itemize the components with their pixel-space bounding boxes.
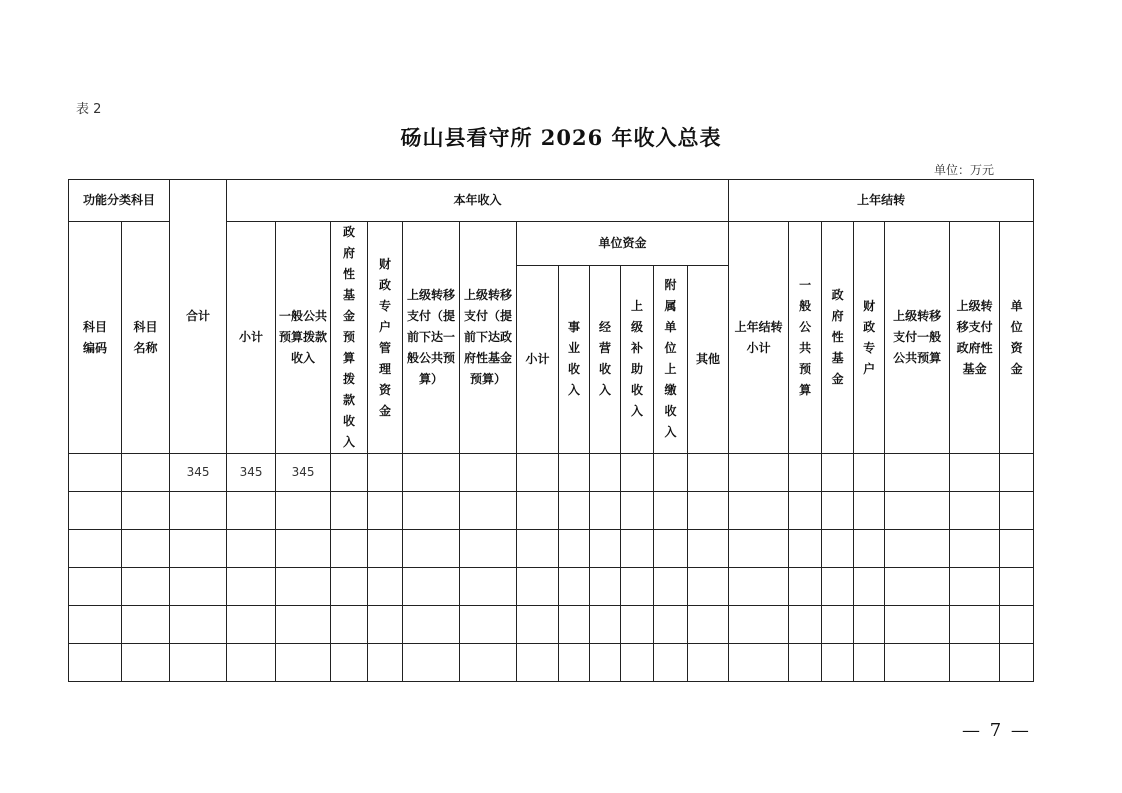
table-cell [227, 492, 276, 530]
header-transfer-general: 上级转移支付（提前下达一般公共预算） [403, 222, 460, 454]
table-cell [1000, 568, 1034, 606]
income-summary-table [68, 179, 1034, 682]
table-cell [854, 530, 885, 568]
table-cell [729, 454, 789, 492]
table-cell [276, 530, 331, 568]
table-cell [950, 568, 1000, 606]
header-carry-general: 一般公共预算 [789, 222, 822, 454]
table-cell [590, 568, 621, 606]
header-business-income: 事业收入 [559, 265, 590, 453]
table-cell [590, 606, 621, 644]
header-carry-fiscal: 财政专户 [854, 222, 885, 454]
table-cell [517, 454, 559, 492]
header-gov-fund: 政府性基金预算拨款收入 [331, 222, 368, 454]
header-subtotal: 小计 [227, 222, 276, 454]
table-cell [517, 568, 559, 606]
table-cell [590, 530, 621, 568]
table-cell [789, 454, 822, 492]
table-cell [621, 644, 654, 682]
page-number: — 7 — [962, 720, 1031, 741]
table-cell [822, 568, 854, 606]
table-cell [854, 644, 885, 682]
table-cell [122, 454, 170, 492]
table-cell [688, 568, 729, 606]
table-cell [950, 454, 1000, 492]
table-cell [729, 530, 789, 568]
table-cell [1000, 644, 1034, 682]
table-cell [227, 568, 276, 606]
table-cell [688, 530, 729, 568]
table-cell [789, 492, 822, 530]
table-cell [368, 606, 403, 644]
table-cell [729, 492, 789, 530]
table-cell [122, 644, 170, 682]
table-cell [1000, 454, 1034, 492]
header-subject-code: 科目编码 [69, 222, 122, 454]
table-cell [69, 606, 122, 644]
table-cell [331, 568, 368, 606]
table-cell [729, 606, 789, 644]
table-cell [276, 492, 331, 530]
table-cell [1000, 492, 1034, 530]
table-row [69, 530, 1034, 568]
header-total: 合计 [170, 180, 227, 454]
table-cell [789, 606, 822, 644]
header-fiscal-special: 财政专户管理资金 [368, 222, 403, 454]
table-cell [517, 606, 559, 644]
table-cell [789, 530, 822, 568]
table-cell [559, 454, 590, 492]
table-cell [688, 454, 729, 492]
table-cell [854, 606, 885, 644]
header-carry-transfer-general: 上级转移支付一般公共预算 [885, 222, 950, 454]
table-cell [789, 568, 822, 606]
table-cell [590, 492, 621, 530]
header-prev-year-carryover: 上年结转 [729, 180, 1034, 222]
table-cell [170, 568, 227, 606]
table-cell [654, 492, 688, 530]
table-cell [559, 492, 590, 530]
table-cell [950, 530, 1000, 568]
header-subsidy-income: 上级补助收入 [621, 265, 654, 453]
table-cell [368, 492, 403, 530]
table-cell [276, 606, 331, 644]
page-title: 砀山县看守所 2026 年收入总表 [400, 125, 722, 150]
table-cell [885, 454, 950, 492]
table-cell [885, 530, 950, 568]
table-cell: 345 [170, 454, 227, 492]
table-cell [854, 568, 885, 606]
table-cell [688, 606, 729, 644]
header-unit-subtotal: 小计 [517, 265, 559, 453]
table-cell [729, 644, 789, 682]
table-cell [460, 606, 517, 644]
table-cell [368, 454, 403, 492]
table-cell [460, 644, 517, 682]
table-cell [331, 530, 368, 568]
table-cell [170, 644, 227, 682]
table-cell [885, 492, 950, 530]
table-cell [331, 644, 368, 682]
table-cell [69, 492, 122, 530]
table-cell [729, 568, 789, 606]
table-cell [368, 530, 403, 568]
table-cell [122, 492, 170, 530]
table-cell [460, 568, 517, 606]
header-subject-name: 科目名称 [122, 222, 170, 454]
table-cell [559, 644, 590, 682]
table-cell [822, 606, 854, 644]
table-row [69, 454, 1034, 492]
table-cell [654, 530, 688, 568]
table-cell [276, 644, 331, 682]
table-cell [460, 530, 517, 568]
header-transfer-fund: 上级转移支付（提前下达政府性基金预算） [460, 222, 517, 454]
table-cell [822, 644, 854, 682]
table-cell [654, 606, 688, 644]
table-cell [517, 644, 559, 682]
table-cell [621, 568, 654, 606]
table-cell [276, 568, 331, 606]
table-cell [950, 492, 1000, 530]
unit-label: 单位：万元 [934, 163, 995, 177]
table-cell [122, 530, 170, 568]
table-body [69, 454, 1034, 682]
table-cell [854, 492, 885, 530]
table-cell [170, 606, 227, 644]
table-row [69, 492, 1034, 530]
table-cell [559, 568, 590, 606]
table-cell [885, 644, 950, 682]
table-cell [950, 644, 1000, 682]
table-cell [69, 530, 122, 568]
table-cell [822, 454, 854, 492]
table-cell [789, 644, 822, 682]
table-cell [654, 644, 688, 682]
header-carry-subtotal: 上年结转小计 [729, 222, 789, 454]
table-cell [460, 492, 517, 530]
table-cell [331, 606, 368, 644]
table-cell [122, 568, 170, 606]
header-carry-unit: 单位资金 [1000, 222, 1034, 454]
table-row [69, 644, 1034, 682]
table-cell [654, 568, 688, 606]
table-cell [460, 454, 517, 492]
table-cell [654, 454, 688, 492]
table-cell [1000, 606, 1034, 644]
table-cell [885, 568, 950, 606]
table-cell [559, 606, 590, 644]
table-cell [517, 492, 559, 530]
table-cell [69, 644, 122, 682]
table-cell [403, 644, 460, 682]
table-cell [517, 530, 559, 568]
table-cell [170, 530, 227, 568]
table-cell [621, 492, 654, 530]
table-cell [122, 606, 170, 644]
table-cell [69, 568, 122, 606]
table-row [69, 606, 1034, 644]
table-cell: 345 [227, 454, 276, 492]
table-cell [621, 606, 654, 644]
header-operating-income: 经营收入 [590, 265, 621, 453]
header-functional-category: 功能分类科目 [69, 180, 170, 222]
header-carry-gov-fund: 政府性基金 [822, 222, 854, 454]
table-cell [368, 644, 403, 682]
table-cell [170, 492, 227, 530]
table-cell [822, 492, 854, 530]
table-cell [854, 454, 885, 492]
table-cell [227, 530, 276, 568]
table-cell [69, 454, 122, 492]
table-cell [331, 454, 368, 492]
table-row [69, 568, 1034, 606]
table-cell [621, 454, 654, 492]
table-cell [227, 606, 276, 644]
header-affiliate-income: 附属单位上缴收入 [654, 265, 688, 453]
header-other: 其他 [688, 265, 729, 453]
table-cell [403, 568, 460, 606]
table-cell [950, 606, 1000, 644]
table-cell [621, 530, 654, 568]
table-cell [1000, 530, 1034, 568]
table-cell [590, 454, 621, 492]
table-cell [403, 492, 460, 530]
header-this-year-income: 本年收入 [227, 180, 729, 222]
table-cell [227, 644, 276, 682]
table-cell [885, 606, 950, 644]
table-cell: 345 [276, 454, 331, 492]
header-carry-transfer-fund: 上级转移支付政府性基金 [950, 222, 1000, 454]
table-cell [403, 454, 460, 492]
table-cell [688, 644, 729, 682]
table-cell [822, 530, 854, 568]
table-cell [403, 606, 460, 644]
table-cell [559, 530, 590, 568]
table-cell [590, 644, 621, 682]
header-unit-funds: 单位资金 [517, 222, 729, 266]
header-general-budget: 一般公共预算拨款收入 [276, 222, 331, 454]
table-cell [331, 492, 368, 530]
table-cell [688, 492, 729, 530]
table-label: 表 2 [76, 102, 102, 117]
table-cell [403, 530, 460, 568]
table-cell [368, 568, 403, 606]
